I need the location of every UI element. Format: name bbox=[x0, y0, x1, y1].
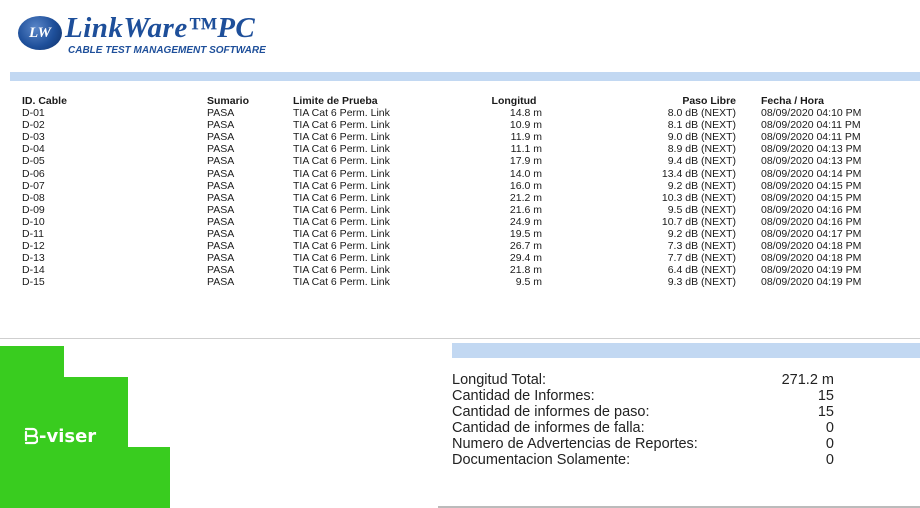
cell-paso-libre: 9.4 dB (NEXT) bbox=[667, 155, 736, 168]
cell-fecha: 08/09/2020 04:17 PM bbox=[761, 228, 862, 240]
cell-sumario: PASA bbox=[207, 228, 235, 240]
cell-sumario: PASA bbox=[207, 179, 235, 192]
cell-paso-libre: 9.2 dB (NEXT) bbox=[667, 179, 736, 192]
cell-limite: TIA Cat 6 Perm. Link bbox=[293, 143, 390, 156]
cable-id: D-11 bbox=[22, 228, 44, 240]
summary-value: 0 bbox=[825, 436, 834, 452]
cell-longitud: 9.5 m bbox=[515, 276, 542, 289]
cell-longitud: 16.0 m bbox=[509, 179, 542, 192]
cell-sumario: PASA bbox=[207, 276, 235, 289]
cell-fecha: 08/09/2020 04:13 PM bbox=[761, 155, 862, 168]
column-header-limite: Limite de Prueba bbox=[293, 95, 378, 107]
cell-longitud: 21.6 m bbox=[509, 203, 542, 216]
logo-name: LinkWare™PC bbox=[65, 12, 256, 44]
cell-paso-libre: 9.3 dB (NEXT) bbox=[667, 276, 736, 289]
cell-sumario: PASA bbox=[207, 240, 235, 253]
summary-label: Longitud Total: bbox=[452, 372, 547, 388]
cable-id: D-03 bbox=[22, 131, 45, 144]
cell-paso-libre: 7.3 dB (NEXT) bbox=[667, 240, 736, 253]
summary-value: 15 bbox=[817, 388, 834, 404]
cable-id: D-10 bbox=[22, 215, 45, 228]
section-divider bbox=[0, 338, 920, 339]
b-viser-logo-icon bbox=[24, 427, 38, 445]
brand-text: -viser bbox=[39, 426, 97, 447]
cell-paso-libre: 9.5 dB (NEXT) bbox=[667, 203, 736, 216]
cable-id: D-15 bbox=[22, 276, 45, 289]
summary-label: Cantidad de Informes: bbox=[452, 388, 595, 404]
cell-longitud: 14.8 m bbox=[509, 107, 542, 119]
column-header-fecha: Fecha / Hora bbox=[761, 95, 825, 107]
cell-paso-libre: 7.7 dB (NEXT) bbox=[667, 252, 736, 265]
cable-id: D-09 bbox=[22, 203, 45, 216]
summary-value: 15 bbox=[817, 404, 834, 420]
cell-paso-libre: 10.3 dB (NEXT) bbox=[661, 191, 736, 204]
column-header-longitud: Longitud bbox=[491, 95, 537, 107]
cable-id: D-04 bbox=[22, 143, 45, 156]
summary-label: Numero de Advertencias de Reportes: bbox=[452, 436, 698, 452]
cell-limite: TIA Cat 6 Perm. Link bbox=[293, 131, 390, 144]
cell-paso-libre: 8.9 dB (NEXT) bbox=[667, 143, 736, 156]
cell-paso-libre: 9.0 dB (NEXT) bbox=[667, 131, 736, 144]
cell-limite: TIA Cat 6 Perm. Link bbox=[293, 240, 390, 253]
cable-id: D-13 bbox=[22, 252, 45, 265]
cell-sumario: PASA bbox=[207, 252, 235, 265]
cell-paso-libre: 10.7 dB (NEXT) bbox=[661, 215, 736, 228]
cell-sumario: PASA bbox=[207, 107, 235, 119]
cable-id: D-06 bbox=[22, 167, 45, 180]
cell-fecha: 08/09/2020 04:15 PM bbox=[761, 191, 862, 204]
cell-longitud: 17.9 m bbox=[509, 155, 542, 168]
summary-value: 0 bbox=[825, 452, 834, 468]
summary-label: Documentacion Solamente: bbox=[452, 452, 631, 468]
summary-band bbox=[452, 343, 920, 358]
cell-longitud: 29.4 m bbox=[509, 252, 542, 265]
summary-row bbox=[452, 388, 852, 404]
cell-longitud: 21.2 m bbox=[509, 191, 542, 204]
cell-sumario: PASA bbox=[207, 119, 235, 132]
cell-longitud: 10.9 m bbox=[509, 119, 542, 132]
cell-limite: TIA Cat 6 Perm. Link bbox=[293, 167, 390, 180]
summary-row bbox=[452, 420, 852, 436]
cell-limite: TIA Cat 6 Perm. Link bbox=[293, 252, 390, 265]
table-row bbox=[20, 205, 900, 217]
table-row bbox=[20, 169, 900, 181]
cable-id: D-07 bbox=[22, 179, 45, 192]
summary-label: Cantidad de informes de falla: bbox=[452, 420, 645, 436]
summary-value: 271.2 m bbox=[781, 372, 834, 388]
cell-limite: TIA Cat 6 Perm. Link bbox=[293, 264, 390, 277]
cell-sumario: PASA bbox=[207, 264, 235, 277]
cell-limite: TIA Cat 6 Perm. Link bbox=[293, 179, 390, 192]
cell-longitud: 19.5 m bbox=[509, 228, 542, 240]
summary-row bbox=[452, 452, 852, 468]
cable-id: D-08 bbox=[22, 191, 45, 204]
cell-fecha: 08/09/2020 04:11 PM bbox=[761, 119, 861, 132]
cell-limite: TIA Cat 6 Perm. Link bbox=[293, 228, 390, 240]
cell-fecha: 08/09/2020 04:19 PM bbox=[761, 276, 862, 289]
cell-longitud: 24.9 m bbox=[509, 215, 542, 228]
cell-longitud: 26.7 m bbox=[509, 240, 542, 253]
summary-value: 0 bbox=[825, 420, 834, 436]
cell-fecha: 08/09/2020 04:14 PM bbox=[761, 167, 862, 180]
cell-longitud: 11.1 m bbox=[510, 143, 542, 156]
cable-id: D-01 bbox=[22, 107, 45, 119]
summary-label: Cantidad de informes de paso: bbox=[452, 404, 650, 420]
cell-sumario: PASA bbox=[207, 131, 235, 144]
cell-limite: TIA Cat 6 Perm. Link bbox=[293, 119, 390, 132]
table-row bbox=[20, 277, 900, 289]
cell-longitud: 14.0 m bbox=[509, 167, 542, 180]
summary-panel bbox=[452, 372, 852, 468]
cell-sumario: PASA bbox=[207, 203, 235, 216]
cell-sumario: PASA bbox=[207, 167, 235, 180]
cell-fecha: 08/09/2020 04:19 PM bbox=[761, 264, 862, 277]
cell-fecha: 08/09/2020 04:13 PM bbox=[761, 143, 862, 156]
cell-fecha: 08/09/2020 04:16 PM bbox=[761, 215, 862, 228]
cell-fecha: 08/09/2020 04:18 PM bbox=[761, 240, 862, 253]
column-header-sumario: Sumario bbox=[207, 95, 250, 107]
cell-paso-libre: 6.4 dB (NEXT) bbox=[667, 264, 736, 277]
cell-fecha: 08/09/2020 04:18 PM bbox=[761, 252, 862, 265]
cell-fecha: 08/09/2020 04:15 PM bbox=[761, 179, 862, 192]
linkware-logo bbox=[18, 8, 308, 58]
lw-badge-icon: LW bbox=[18, 16, 62, 50]
column-header-id: ID. Cable bbox=[22, 95, 67, 107]
cell-sumario: PASA bbox=[207, 215, 235, 228]
table-row bbox=[20, 193, 900, 205]
cell-fecha: 08/09/2020 04:16 PM bbox=[761, 203, 862, 216]
cable-id: D-14 bbox=[22, 264, 45, 277]
cable-id: D-12 bbox=[22, 240, 45, 253]
cell-limite: TIA Cat 6 Perm. Link bbox=[293, 276, 390, 289]
header-band bbox=[10, 72, 920, 81]
cell-limite: TIA Cat 6 Perm. Link bbox=[293, 191, 390, 204]
cell-paso-libre: 13.4 dB (NEXT) bbox=[661, 167, 736, 180]
summary-row bbox=[452, 436, 852, 452]
brand-label bbox=[24, 426, 96, 447]
cell-fecha: 08/09/2020 04:10 PM bbox=[761, 107, 862, 119]
table-row bbox=[20, 156, 900, 168]
cell-paso-libre: 8.1 dB (NEXT) bbox=[667, 119, 736, 132]
cable-id: D-05 bbox=[22, 155, 45, 168]
logo-subtitle: CABLE TEST MANAGEMENT SOFTWARE bbox=[68, 45, 266, 56]
cell-fecha: 08/09/2020 04:11 PM bbox=[761, 131, 861, 144]
cell-limite: TIA Cat 6 Perm. Link bbox=[293, 155, 390, 168]
cell-paso-libre: 9.2 dB (NEXT) bbox=[667, 228, 736, 240]
summary-row bbox=[452, 404, 852, 420]
summary-row bbox=[452, 372, 852, 388]
cell-paso-libre: 8.0 dB (NEXT) bbox=[667, 107, 736, 119]
cell-sumario: PASA bbox=[207, 143, 235, 156]
cell-longitud: 21.8 m bbox=[509, 264, 542, 277]
table-row bbox=[20, 181, 900, 193]
cell-limite: TIA Cat 6 Perm. Link bbox=[293, 203, 390, 216]
cell-longitud: 11.9 m bbox=[510, 131, 542, 144]
cell-limite: TIA Cat 6 Perm. Link bbox=[293, 107, 390, 119]
cable-id: D-02 bbox=[22, 119, 45, 132]
cell-limite: TIA Cat 6 Perm. Link bbox=[293, 215, 390, 228]
column-header-paso: Paso Libre bbox=[682, 95, 736, 107]
cell-sumario: PASA bbox=[207, 191, 235, 204]
cell-sumario: PASA bbox=[207, 155, 235, 168]
